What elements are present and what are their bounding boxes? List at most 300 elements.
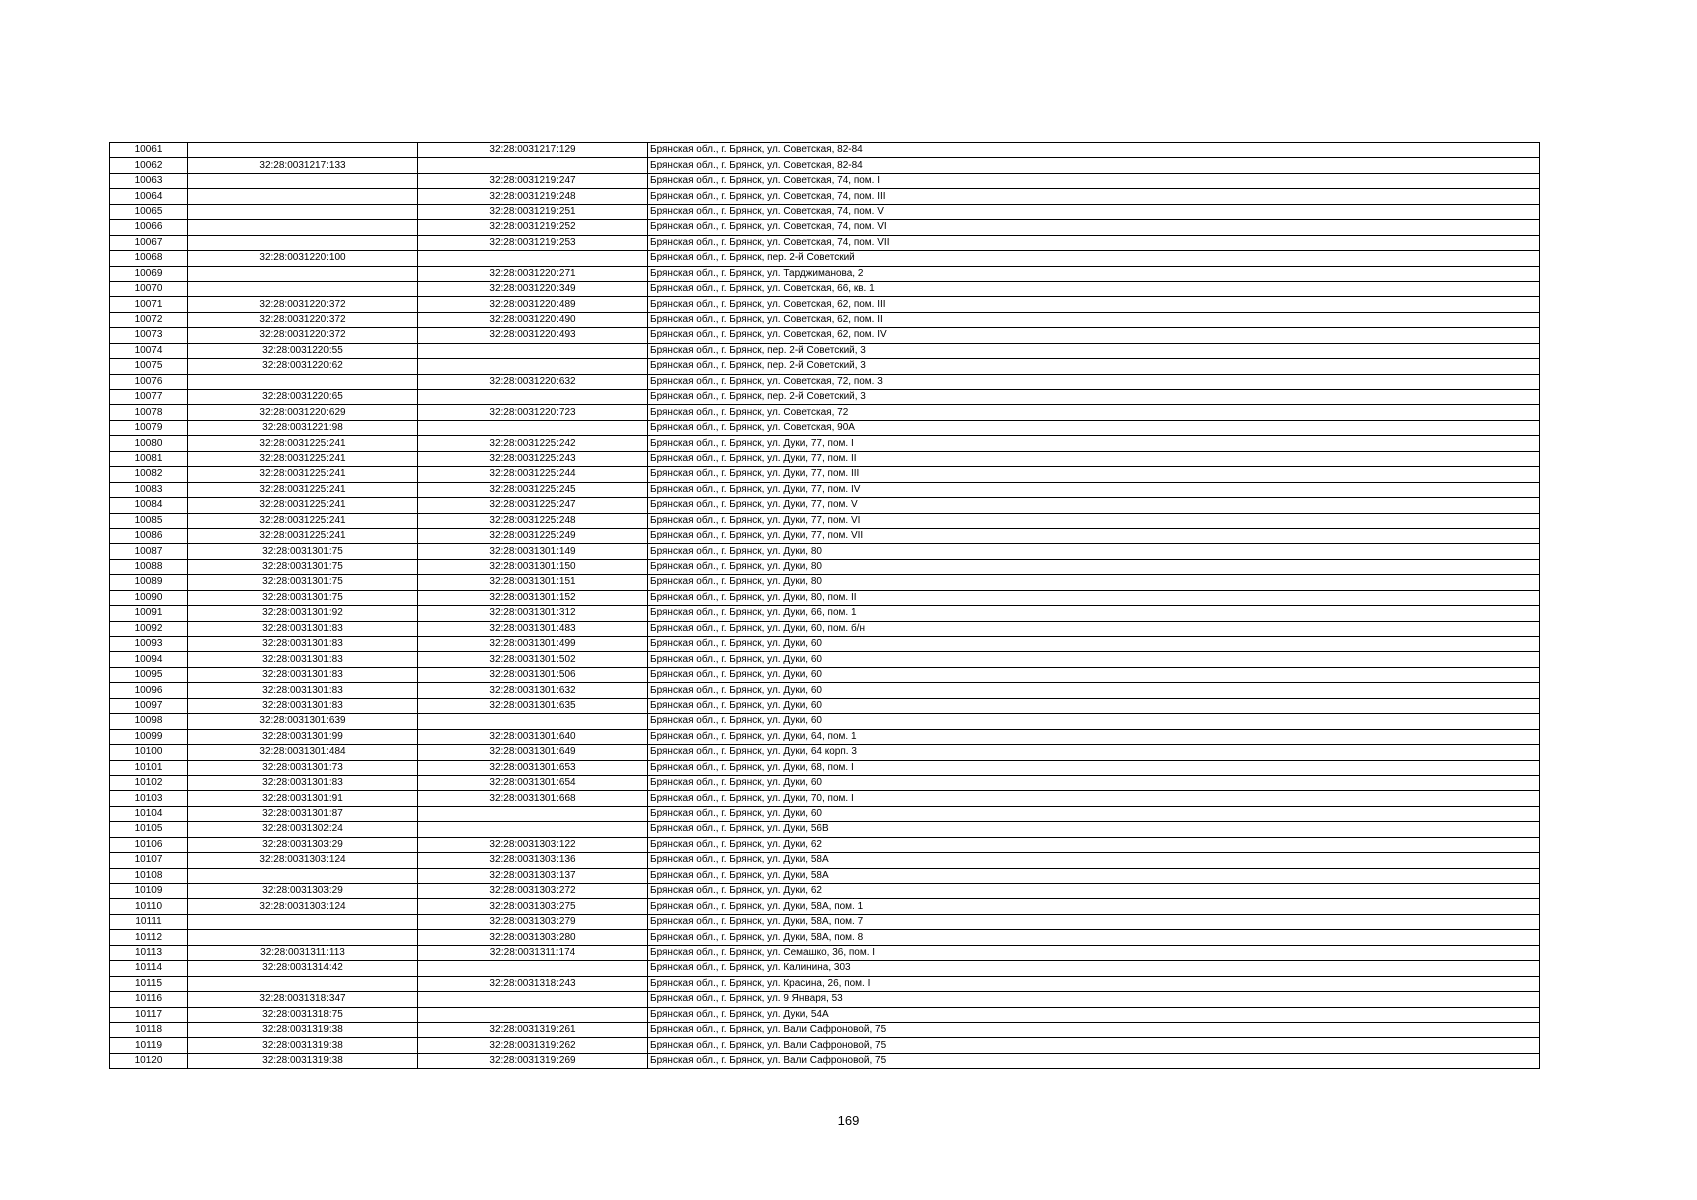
- row-number-cell: 10092: [110, 621, 188, 636]
- cadastral-number-cell: [418, 420, 648, 435]
- cadastral-number-cell: 32:28:0031301:506: [418, 667, 648, 682]
- address-cell: Брянская обл., г. Брянск, ул. Советская, 62, пом. IV: [648, 328, 1540, 343]
- parent-cadastral-number-cell: 32:28:0031225:241: [188, 528, 418, 543]
- address-cell: Брянская обл., г. Брянск, ул. Советская, 74, пом. V: [648, 204, 1540, 219]
- table-row: [110, 420, 1540, 435]
- table-row: [110, 328, 1540, 343]
- cadastral-number-cell: 32:28:0031220:493: [418, 328, 648, 343]
- address-cell: Брянская обл., г. Брянск, ул. Дуки, 66, пом. 1: [648, 606, 1540, 621]
- parent-cadastral-number-cell: 32:28:0031303:29: [188, 884, 418, 899]
- address-cell: Брянская обл., г. Брянск, ул. Семашко, 36, пом. I: [648, 945, 1540, 960]
- row-number-cell: 10067: [110, 235, 188, 250]
- address-cell: Брянская обл., г. Брянск, ул. Советская, 90А: [648, 420, 1540, 435]
- parent-cadastral-number-cell: [188, 173, 418, 188]
- parent-cadastral-number-cell: 32:28:0031220:62: [188, 359, 418, 374]
- cadastral-number-cell: 32:28:0031303:280: [418, 930, 648, 945]
- address-cell: Брянская обл., г. Брянск, пер. 2-й Советский, 3: [648, 343, 1540, 358]
- address-cell: Брянская обл., г. Брянск, ул. Вали Сафроновой, 75: [648, 1038, 1540, 1053]
- address-cell: Брянская обл., г. Брянск, ул. Дуки, 58А, пом. 7: [648, 914, 1540, 929]
- parent-cadastral-number-cell: 32:28:0031301:75: [188, 544, 418, 559]
- row-number-cell: 10068: [110, 251, 188, 266]
- table-row: [110, 189, 1540, 204]
- table-row: [110, 1022, 1540, 1037]
- cadastral-number-cell: 32:28:0031225:248: [418, 513, 648, 528]
- cadastral-number-cell: 32:28:0031301:649: [418, 745, 648, 760]
- cadastral-number-cell: 32:28:0031219:247: [418, 173, 648, 188]
- cadastral-number-cell: 32:28:0031225:243: [418, 451, 648, 466]
- table-row: [110, 868, 1540, 883]
- row-number-cell: 10096: [110, 683, 188, 698]
- address-cell: Брянская обл., г. Брянск, ул. Советская, 74, пом. I: [648, 173, 1540, 188]
- cadastral-number-cell: 32:28:0031301:499: [418, 637, 648, 652]
- table-row: [110, 436, 1540, 451]
- table-row: [110, 698, 1540, 713]
- table-row: [110, 482, 1540, 497]
- table-row: [110, 343, 1540, 358]
- address-cell: Брянская обл., г. Брянск, ул. Дуки, 60: [648, 698, 1540, 713]
- parent-cadastral-number-cell: [188, 976, 418, 991]
- parent-cadastral-number-cell: 32:28:0031301:83: [188, 683, 418, 698]
- cadastral-number-cell: 32:28:0031301:151: [418, 575, 648, 590]
- parent-cadastral-number-cell: [188, 220, 418, 235]
- parent-cadastral-number-cell: 32:28:0031220:372: [188, 297, 418, 312]
- address-cell: Брянская обл., г. Брянск, ул. Дуки, 80, пом. II: [648, 590, 1540, 605]
- address-cell: Брянская обл., г. Брянск, ул. Дуки, 80: [648, 544, 1540, 559]
- row-number-cell: 10114: [110, 961, 188, 976]
- table-row: [110, 606, 1540, 621]
- address-cell: Брянская обл., г. Брянск, ул. Дуки, 60: [648, 637, 1540, 652]
- cadastral-number-cell: 32:28:0031219:251: [418, 204, 648, 219]
- address-cell: Брянская обл., г. Брянск, ул. Советская, 82-84: [648, 143, 1540, 158]
- address-cell: Брянская обл., г. Брянск, ул. Советская, 74, пом. III: [648, 189, 1540, 204]
- cadastral-number-cell: 32:28:0031311:174: [418, 945, 648, 960]
- parent-cadastral-number-cell: 32:28:0031301:83: [188, 652, 418, 667]
- table-row: [110, 899, 1540, 914]
- row-number-cell: 10109: [110, 884, 188, 899]
- address-cell: Брянская обл., г. Брянск, ул. Дуки, 64, пом. 1: [648, 729, 1540, 744]
- address-cell: Брянская обл., г. Брянск, ул. Советская, 74, пом. VII: [648, 235, 1540, 250]
- parent-cadastral-number-cell: 32:28:0031220:372: [188, 328, 418, 343]
- parent-cadastral-number-cell: 32:28:0031301:83: [188, 621, 418, 636]
- row-number-cell: 10085: [110, 513, 188, 528]
- table-row: [110, 575, 1540, 590]
- row-number-cell: 10071: [110, 297, 188, 312]
- row-number-cell: 10088: [110, 559, 188, 574]
- row-number-cell: 10118: [110, 1022, 188, 1037]
- cadastral-number-cell: 32:28:0031225:249: [418, 528, 648, 543]
- registry-table-container: [109, 142, 1540, 1069]
- parent-cadastral-number-cell: 32:28:0031301:484: [188, 745, 418, 760]
- row-number-cell: 10072: [110, 312, 188, 327]
- table-row: [110, 235, 1540, 250]
- table-row: [110, 822, 1540, 837]
- page-number: 169: [837, 1113, 860, 1128]
- address-cell: Брянская обл., г. Брянск, ул. Дуки, 70, пом. I: [648, 791, 1540, 806]
- parent-cadastral-number-cell: 32:28:0031301:83: [188, 775, 418, 790]
- address-cell: Брянская обл., г. Брянск, пер. 2-й Советский: [648, 251, 1540, 266]
- cadastral-number-cell: 32:28:0031301:653: [418, 760, 648, 775]
- address-cell: Брянская обл., г. Брянск, ул. Дуки, 77, пом. II: [648, 451, 1540, 466]
- address-cell: Брянская обл., г. Брянск, ул. Вали Сафроновой, 75: [648, 1053, 1540, 1068]
- cadastral-number-cell: 32:28:0031318:243: [418, 976, 648, 991]
- parent-cadastral-number-cell: [188, 281, 418, 296]
- table-row: [110, 297, 1540, 312]
- row-number-cell: 10094: [110, 652, 188, 667]
- table-row: [110, 1053, 1540, 1068]
- address-cell: Брянская обл., г. Брянск, ул. Дуки, 58А, пом. 8: [648, 930, 1540, 945]
- parent-cadastral-number-cell: [188, 235, 418, 250]
- parent-cadastral-number-cell: 32:28:0031303:29: [188, 837, 418, 852]
- parent-cadastral-number-cell: 32:28:0031225:241: [188, 513, 418, 528]
- row-number-cell: 10097: [110, 698, 188, 713]
- table-row: [110, 498, 1540, 513]
- parent-cadastral-number-cell: 32:28:0031301:75: [188, 575, 418, 590]
- row-number-cell: 10099: [110, 729, 188, 744]
- table-row: [110, 806, 1540, 821]
- cadastral-number-cell: 32:28:0031301:635: [418, 698, 648, 713]
- parent-cadastral-number-cell: [188, 266, 418, 281]
- parent-cadastral-number-cell: 32:28:0031301:83: [188, 637, 418, 652]
- table-row: [110, 976, 1540, 991]
- table-row: [110, 204, 1540, 219]
- parent-cadastral-number-cell: 32:28:0031225:241: [188, 467, 418, 482]
- address-cell: Брянская обл., г. Брянск, ул. Дуки, 68, пом. I: [648, 760, 1540, 775]
- table-row: [110, 637, 1540, 652]
- row-number-cell: 10065: [110, 204, 188, 219]
- row-number-cell: 10087: [110, 544, 188, 559]
- table-row: [110, 528, 1540, 543]
- row-number-cell: 10102: [110, 775, 188, 790]
- row-number-cell: 10079: [110, 420, 188, 435]
- address-cell: Брянская обл., г. Брянск, ул. Советская, 72, пом. 3: [648, 374, 1540, 389]
- parent-cadastral-number-cell: 32:28:0031301:639: [188, 714, 418, 729]
- parent-cadastral-number-cell: 32:28:0031301:92: [188, 606, 418, 621]
- row-number-cell: 10064: [110, 189, 188, 204]
- row-number-cell: 10110: [110, 899, 188, 914]
- parent-cadastral-number-cell: [188, 189, 418, 204]
- row-number-cell: 10062: [110, 158, 188, 173]
- parent-cadastral-number-cell: 32:28:0031301:91: [188, 791, 418, 806]
- table-row: [110, 559, 1540, 574]
- table-row: [110, 220, 1540, 235]
- cadastral-number-cell: 32:28:0031219:252: [418, 220, 648, 235]
- cadastral-number-cell: 32:28:0031225:242: [418, 436, 648, 451]
- row-number-cell: 10107: [110, 853, 188, 868]
- table-row: [110, 729, 1540, 744]
- cadastral-number-cell: 32:28:0031220:349: [418, 281, 648, 296]
- cadastral-number-cell: 32:28:0031319:261: [418, 1022, 648, 1037]
- address-cell: Брянская обл., г. Брянск, ул. Тарджиманова, 2: [648, 266, 1540, 281]
- parent-cadastral-number-cell: [188, 930, 418, 945]
- table-row: [110, 173, 1540, 188]
- row-number-cell: 10095: [110, 667, 188, 682]
- cadastral-number-cell: 32:28:0031220:271: [418, 266, 648, 281]
- cadastral-number-cell: [418, 1007, 648, 1022]
- parent-cadastral-number-cell: 32:28:0031225:241: [188, 482, 418, 497]
- cadastral-number-cell: [418, 714, 648, 729]
- table-row: [110, 312, 1540, 327]
- table-row: [110, 945, 1540, 960]
- row-number-cell: 10106: [110, 837, 188, 852]
- parent-cadastral-number-cell: 32:28:0031301:75: [188, 590, 418, 605]
- table-row: [110, 590, 1540, 605]
- parent-cadastral-number-cell: 32:28:0031225:241: [188, 451, 418, 466]
- parent-cadastral-number-cell: [188, 914, 418, 929]
- row-number-cell: 10108: [110, 868, 188, 883]
- row-number-cell: 10076: [110, 374, 188, 389]
- cadastral-number-cell: 32:28:0031219:248: [418, 189, 648, 204]
- row-number-cell: 10075: [110, 359, 188, 374]
- row-number-cell: 10063: [110, 173, 188, 188]
- cadastral-number-cell: 32:28:0031225:244: [418, 467, 648, 482]
- cadastral-number-cell: 32:28:0031319:262: [418, 1038, 648, 1053]
- cadastral-number-cell: 32:28:0031301:483: [418, 621, 648, 636]
- row-number-cell: 10101: [110, 760, 188, 775]
- cadastral-number-cell: 32:28:0031220:632: [418, 374, 648, 389]
- cadastral-number-cell: [418, 806, 648, 821]
- row-number-cell: 10077: [110, 390, 188, 405]
- parent-cadastral-number-cell: 32:28:0031318:347: [188, 992, 418, 1007]
- cadastral-number-cell: 32:28:0031303:137: [418, 868, 648, 883]
- address-cell: Брянская обл., г. Брянск, ул. Дуки, 77, пом. IV: [648, 482, 1540, 497]
- address-cell: Брянская обл., г. Брянск, ул. Дуки, 60: [648, 683, 1540, 698]
- cadastral-number-cell: 32:28:0031301:640: [418, 729, 648, 744]
- cadastral-number-cell: 32:28:0031225:247: [418, 498, 648, 513]
- cadastral-number-cell: 32:28:0031303:279: [418, 914, 648, 929]
- row-number-cell: 10098: [110, 714, 188, 729]
- row-number-cell: 10091: [110, 606, 188, 621]
- table-row: [110, 760, 1540, 775]
- parent-cadastral-number-cell: 32:28:0031225:241: [188, 436, 418, 451]
- table-row: [110, 405, 1540, 420]
- cadastral-number-cell: [418, 251, 648, 266]
- table-row: [110, 714, 1540, 729]
- parent-cadastral-number-cell: 32:28:0031314:42: [188, 961, 418, 976]
- parent-cadastral-number-cell: 32:28:0031220:629: [188, 405, 418, 420]
- row-number-cell: 10082: [110, 467, 188, 482]
- table-row: [110, 652, 1540, 667]
- parent-cadastral-number-cell: 32:28:0031319:38: [188, 1022, 418, 1037]
- cadastral-number-cell: 32:28:0031301:668: [418, 791, 648, 806]
- address-cell: Брянская обл., г. Брянск, ул. Дуки, 60: [648, 714, 1540, 729]
- parent-cadastral-number-cell: 32:28:0031303:124: [188, 853, 418, 868]
- address-cell: Брянская обл., г. Брянск, ул. Советская, 82-84: [648, 158, 1540, 173]
- address-cell: Брянская обл., г. Брянск, ул. 9 Января, 53: [648, 992, 1540, 1007]
- parent-cadastral-number-cell: [188, 868, 418, 883]
- address-cell: Брянская обл., г. Брянск, ул. Советская, 62, пом. II: [648, 312, 1540, 327]
- address-cell: Брянская обл., г. Брянск, ул. Дуки, 60: [648, 652, 1540, 667]
- table-row: [110, 621, 1540, 636]
- row-number-cell: 10061: [110, 143, 188, 158]
- parent-cadastral-number-cell: 32:28:0031217:133: [188, 158, 418, 173]
- row-number-cell: 10104: [110, 806, 188, 821]
- cadastral-number-cell: 32:28:0031220:489: [418, 297, 648, 312]
- parent-cadastral-number-cell: 32:28:0031302:24: [188, 822, 418, 837]
- table-row: [110, 158, 1540, 173]
- cadastral-number-cell: 32:28:0031319:269: [418, 1053, 648, 1068]
- row-number-cell: 10070: [110, 281, 188, 296]
- parent-cadastral-number-cell: 32:28:0031311:113: [188, 945, 418, 960]
- row-number-cell: 10073: [110, 328, 188, 343]
- row-number-cell: 10074: [110, 343, 188, 358]
- table-row: [110, 791, 1540, 806]
- parent-cadastral-number-cell: 32:28:0031319:38: [188, 1038, 418, 1053]
- row-number-cell: 10120: [110, 1053, 188, 1068]
- row-number-cell: 10086: [110, 528, 188, 543]
- address-cell: Брянская обл., г. Брянск, ул. Дуки, 77, пом. VII: [648, 528, 1540, 543]
- row-number-cell: 10093: [110, 637, 188, 652]
- cadastral-number-cell: 32:28:0031303:272: [418, 884, 648, 899]
- address-cell: Брянская обл., г. Брянск, ул. Дуки, 80: [648, 575, 1540, 590]
- cadastral-number-cell: [418, 343, 648, 358]
- cadastral-number-cell: 32:28:0031301:654: [418, 775, 648, 790]
- table-row: [110, 374, 1540, 389]
- parent-cadastral-number-cell: [188, 204, 418, 219]
- row-number-cell: 10100: [110, 745, 188, 760]
- parent-cadastral-number-cell: [188, 374, 418, 389]
- table-row: [110, 359, 1540, 374]
- cadastral-number-cell: 32:28:0031225:245: [418, 482, 648, 497]
- cadastral-number-cell: 32:28:0031219:253: [418, 235, 648, 250]
- address-cell: Брянская обл., г. Брянск, ул. Дуки, 77, пом. III: [648, 467, 1540, 482]
- address-cell: Брянская обл., г. Брянск, ул. Дуки, 62: [648, 884, 1540, 899]
- address-cell: Брянская обл., г. Брянск, ул. Дуки, 58А, пом. 1: [648, 899, 1540, 914]
- cadastral-number-cell: [418, 158, 648, 173]
- row-number-cell: 10105: [110, 822, 188, 837]
- table-row: [110, 544, 1540, 559]
- address-cell: Брянская обл., г. Брянск, пер. 2-й Советский, 3: [648, 359, 1540, 374]
- table-row: [110, 683, 1540, 698]
- address-cell: Брянская обл., г. Брянск, ул. Советская, 72: [648, 405, 1540, 420]
- address-cell: Брянская обл., г. Брянск, ул. Калинина, 303: [648, 961, 1540, 976]
- parent-cadastral-number-cell: 32:28:0031301:75: [188, 559, 418, 574]
- cadastral-number-cell: 32:28:0031303:136: [418, 853, 648, 868]
- address-cell: Брянская обл., г. Брянск, ул. Дуки, 80: [648, 559, 1540, 574]
- parent-cadastral-number-cell: 32:28:0031303:124: [188, 899, 418, 914]
- row-number-cell: 10111: [110, 914, 188, 929]
- cadastral-number-cell: [418, 992, 648, 1007]
- address-cell: Брянская обл., г. Брянск, ул. Советская, 66, кв. 1: [648, 281, 1540, 296]
- table-row: [110, 281, 1540, 296]
- table-row: [110, 914, 1540, 929]
- table-row: [110, 667, 1540, 682]
- parent-cadastral-number-cell: 32:28:0031220:65: [188, 390, 418, 405]
- table-row: [110, 467, 1540, 482]
- table-body: [110, 143, 1540, 1069]
- parent-cadastral-number-cell: 32:28:0031225:241: [188, 498, 418, 513]
- row-number-cell: 10089: [110, 575, 188, 590]
- table-row: [110, 251, 1540, 266]
- table-row: [110, 513, 1540, 528]
- table-row: [110, 1038, 1540, 1053]
- cadastral-number-cell: 32:28:0031301:149: [418, 544, 648, 559]
- table-row: [110, 961, 1540, 976]
- address-cell: Брянская обл., г. Брянск, ул. Вали Сафроновой, 75: [648, 1022, 1540, 1037]
- row-number-cell: 10117: [110, 1007, 188, 1022]
- parent-cadastral-number-cell: 32:28:0031220:372: [188, 312, 418, 327]
- table-row: [110, 451, 1540, 466]
- parent-cadastral-number-cell: 32:28:0031301:73: [188, 760, 418, 775]
- row-number-cell: 10113: [110, 945, 188, 960]
- cadastral-number-cell: 32:28:0031301:152: [418, 590, 648, 605]
- row-number-cell: 10083: [110, 482, 188, 497]
- address-cell: Брянская обл., г. Брянск, ул. Дуки, 60: [648, 806, 1540, 821]
- address-cell: Брянская обл., г. Брянск, ул. Дуки, 60: [648, 667, 1540, 682]
- row-number-cell: 10081: [110, 451, 188, 466]
- row-number-cell: 10084: [110, 498, 188, 513]
- row-number-cell: 10069: [110, 266, 188, 281]
- cadastral-number-cell: 32:28:0031303:122: [418, 837, 648, 852]
- table-row: [110, 143, 1540, 158]
- table-row: [110, 837, 1540, 852]
- parent-cadastral-number-cell: 32:28:0031318:75: [188, 1007, 418, 1022]
- table-row: [110, 1007, 1540, 1022]
- table-row: [110, 390, 1540, 405]
- parent-cadastral-number-cell: 32:28:0031301:99: [188, 729, 418, 744]
- cadastral-number-cell: [418, 822, 648, 837]
- parent-cadastral-number-cell: 32:28:0031301:83: [188, 667, 418, 682]
- row-number-cell: 10119: [110, 1038, 188, 1053]
- parent-cadastral-number-cell: 32:28:0031220:55: [188, 343, 418, 358]
- cadastral-number-cell: 32:28:0031220:490: [418, 312, 648, 327]
- address-cell: Брянская обл., г. Брянск, ул. Красина, 26, пом. I: [648, 976, 1540, 991]
- table-row: [110, 992, 1540, 1007]
- parent-cadastral-number-cell: 32:28:0031221:98: [188, 420, 418, 435]
- cadastral-number-cell: [418, 961, 648, 976]
- address-cell: Брянская обл., г. Брянск, пер. 2-й Советский, 3: [648, 390, 1540, 405]
- parent-cadastral-number-cell: [188, 143, 418, 158]
- parent-cadastral-number-cell: 32:28:0031220:100: [188, 251, 418, 266]
- cadastral-number-cell: 32:28:0031303:275: [418, 899, 648, 914]
- address-cell: Брянская обл., г. Брянск, ул. Дуки, 77, пом. V: [648, 498, 1540, 513]
- cadastral-number-cell: 32:28:0031301:312: [418, 606, 648, 621]
- cadastral-number-cell: 32:28:0031217:129: [418, 143, 648, 158]
- table-row: [110, 775, 1540, 790]
- parent-cadastral-number-cell: 32:28:0031319:38: [188, 1053, 418, 1068]
- parent-cadastral-number-cell: 32:28:0031301:87: [188, 806, 418, 821]
- address-cell: Брянская обл., г. Брянск, ул. Советская, 62, пом. III: [648, 297, 1540, 312]
- row-number-cell: 10112: [110, 930, 188, 945]
- address-cell: Брянская обл., г. Брянск, ул. Дуки, 62: [648, 837, 1540, 852]
- registry-table: [109, 142, 1540, 1069]
- row-number-cell: 10116: [110, 992, 188, 1007]
- address-cell: Брянская обл., г. Брянск, ул. Дуки, 58А: [648, 853, 1540, 868]
- address-cell: Брянская обл., г. Брянск, ул. Дуки, 58А: [648, 868, 1540, 883]
- row-number-cell: 10080: [110, 436, 188, 451]
- table-row: [110, 930, 1540, 945]
- cadastral-number-cell: [418, 359, 648, 374]
- cadastral-number-cell: 32:28:0031301:150: [418, 559, 648, 574]
- address-cell: Брянская обл., г. Брянск, ул. Дуки, 77, пом. I: [648, 436, 1540, 451]
- row-number-cell: 10115: [110, 976, 188, 991]
- address-cell: Брянская обл., г. Брянск, ул. Дуки, 60: [648, 775, 1540, 790]
- address-cell: Брянская обл., г. Брянск, ул. Дуки, 56В: [648, 822, 1540, 837]
- table-row: [110, 745, 1540, 760]
- row-number-cell: 10103: [110, 791, 188, 806]
- table-row: [110, 884, 1540, 899]
- address-cell: Брянская обл., г. Брянск, ул. Дуки, 64 корп. 3: [648, 745, 1540, 760]
- table-row: [110, 853, 1540, 868]
- cadastral-number-cell: 32:28:0031301:632: [418, 683, 648, 698]
- address-cell: Брянская обл., г. Брянск, ул. Дуки, 54А: [648, 1007, 1540, 1022]
- cadastral-number-cell: [418, 390, 648, 405]
- address-cell: Брянская обл., г. Брянск, ул. Дуки, 77, пом. VI: [648, 513, 1540, 528]
- row-number-cell: 10066: [110, 220, 188, 235]
- row-number-cell: 10078: [110, 405, 188, 420]
- address-cell: Брянская обл., г. Брянск, ул. Советская, 74, пом. VI: [648, 220, 1540, 235]
- address-cell: Брянская обл., г. Брянск, ул. Дуки, 60, пом. б/н: [648, 621, 1540, 636]
- table-row: [110, 266, 1540, 281]
